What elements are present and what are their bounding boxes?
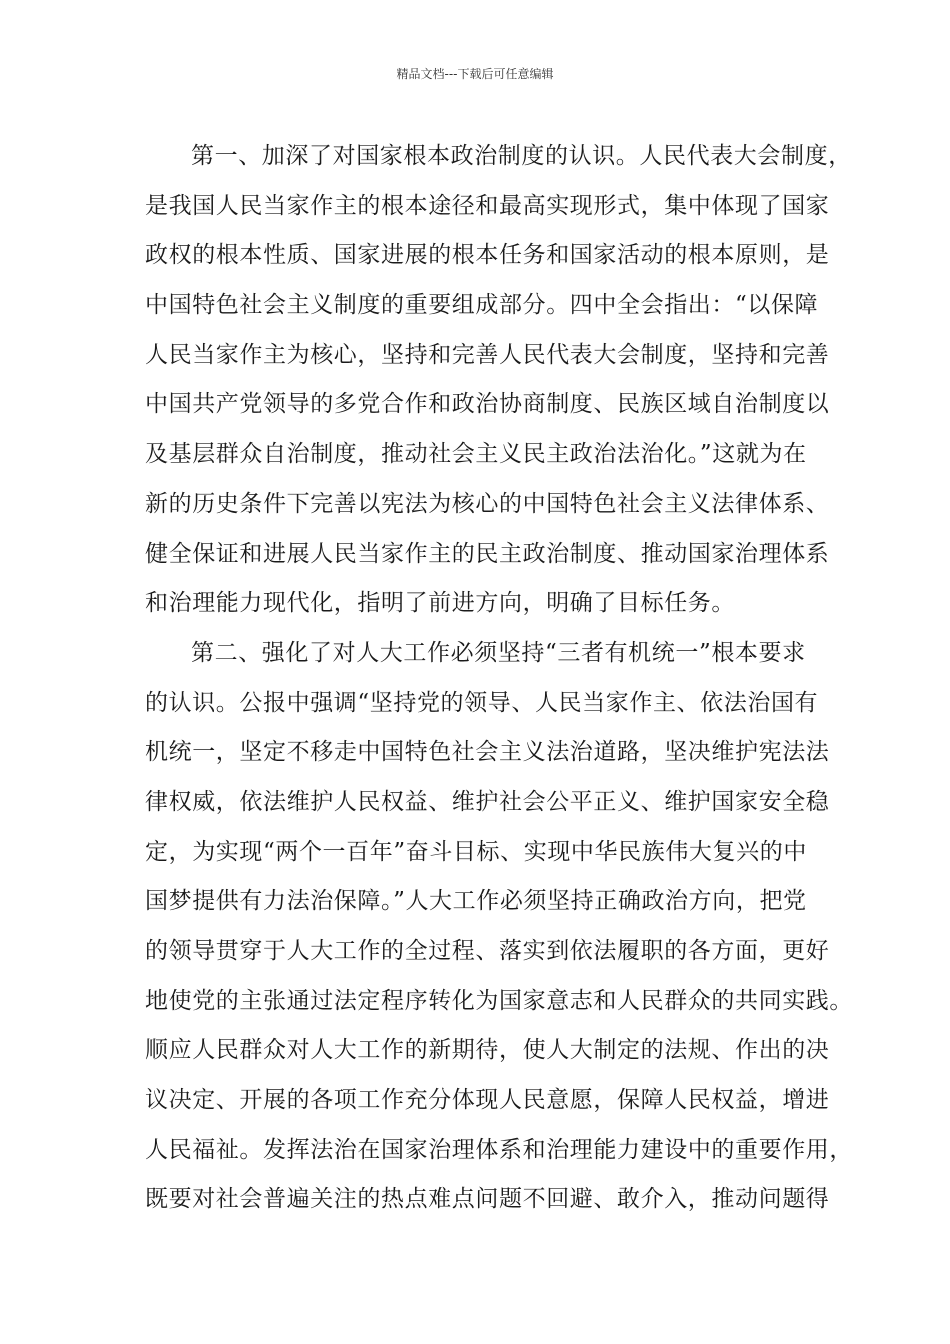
text-line: 的认识。公报中强调“坚持党的领导、人民当家作主、依法治国有 (145, 689, 819, 716)
text-line: 第二、强化了对人大工作必须坚持“三者有机统一”根本要求 (191, 639, 806, 666)
text-line: 既要对社会普遍关注的热点难点问题不回避、敢介入，推动问题得 (145, 1186, 830, 1213)
text-line: 议决定、开展的各项工作充分体现人民意愿，保障人民权益，增进 (145, 1087, 830, 1114)
page-header: 精品文档---下载后可任意编辑 (396, 67, 554, 81)
text-line: 新的历史条件下完善以宪法为核心的中国特色社会主义法律体系、 (145, 490, 830, 517)
text-line: 律权威，依法维护人民权益、维护社会公平正义、维护国家安全稳 (145, 788, 830, 815)
text-line: 国梦提供有力法治保障。”人大工作必须坚持正确政治方向，把党 (145, 888, 807, 915)
text-line: 地使党的主张通过法定程序转化为国家意志和人民群众的共同实践。 (145, 987, 853, 1014)
text-line: 中国特色社会主义制度的重要组成部分。四中全会指出：“以保障 (145, 292, 819, 319)
text-line: 健全保证和进展人民当家作主的民主政治制度、推动国家治理体系 (145, 540, 830, 567)
text-line: 顺应人民群众对人大工作的新期待，使人大制定的法规、作出的决 (145, 1037, 830, 1064)
text-line: 及基层群众自治制度，推动社会主义民主政治法治化。”这就为在 (145, 441, 807, 468)
text-line: 第一、加深了对国家根本政治制度的认识。人民代表大会制度， (191, 143, 852, 169)
text-line: 定，为实现“两个一百年”奋斗目标、实现中华民族伟大复兴的中 (145, 838, 807, 865)
document-body (145, 132, 853, 1225)
text-line: 人民当家作主为核心，坚持和完善人民代表大会制度，坚持和完善 (145, 341, 830, 368)
text-line: 的领导贯穿于人大工作的全过程、落实到依法履职的各方面，更好 (145, 938, 830, 964)
text-line: 中国共产党领导的多党合作和政治协商制度、民族区域自治制度以 (145, 391, 830, 418)
text-line: 人民福祉。发挥法治在国家治理体系和治理能力建设中的重要作用， (145, 1136, 853, 1163)
text-line: 和治理能力现代化，指明了前进方向，明确了目标任务。 (145, 590, 735, 617)
paragraph-2 (145, 629, 853, 1225)
paragraph-1 (145, 132, 852, 629)
text-line: 政权的根本性质、国家进展的根本任务和国家活动的根本原则，是 (145, 242, 830, 269)
text-line: 是我国人民当家作主的根本途径和最高实现形式，集中体现了国家 (145, 192, 830, 219)
text-line: 机统一，坚定不移走中国特色社会主义法治道路，坚决维护宪法法 (145, 739, 830, 766)
